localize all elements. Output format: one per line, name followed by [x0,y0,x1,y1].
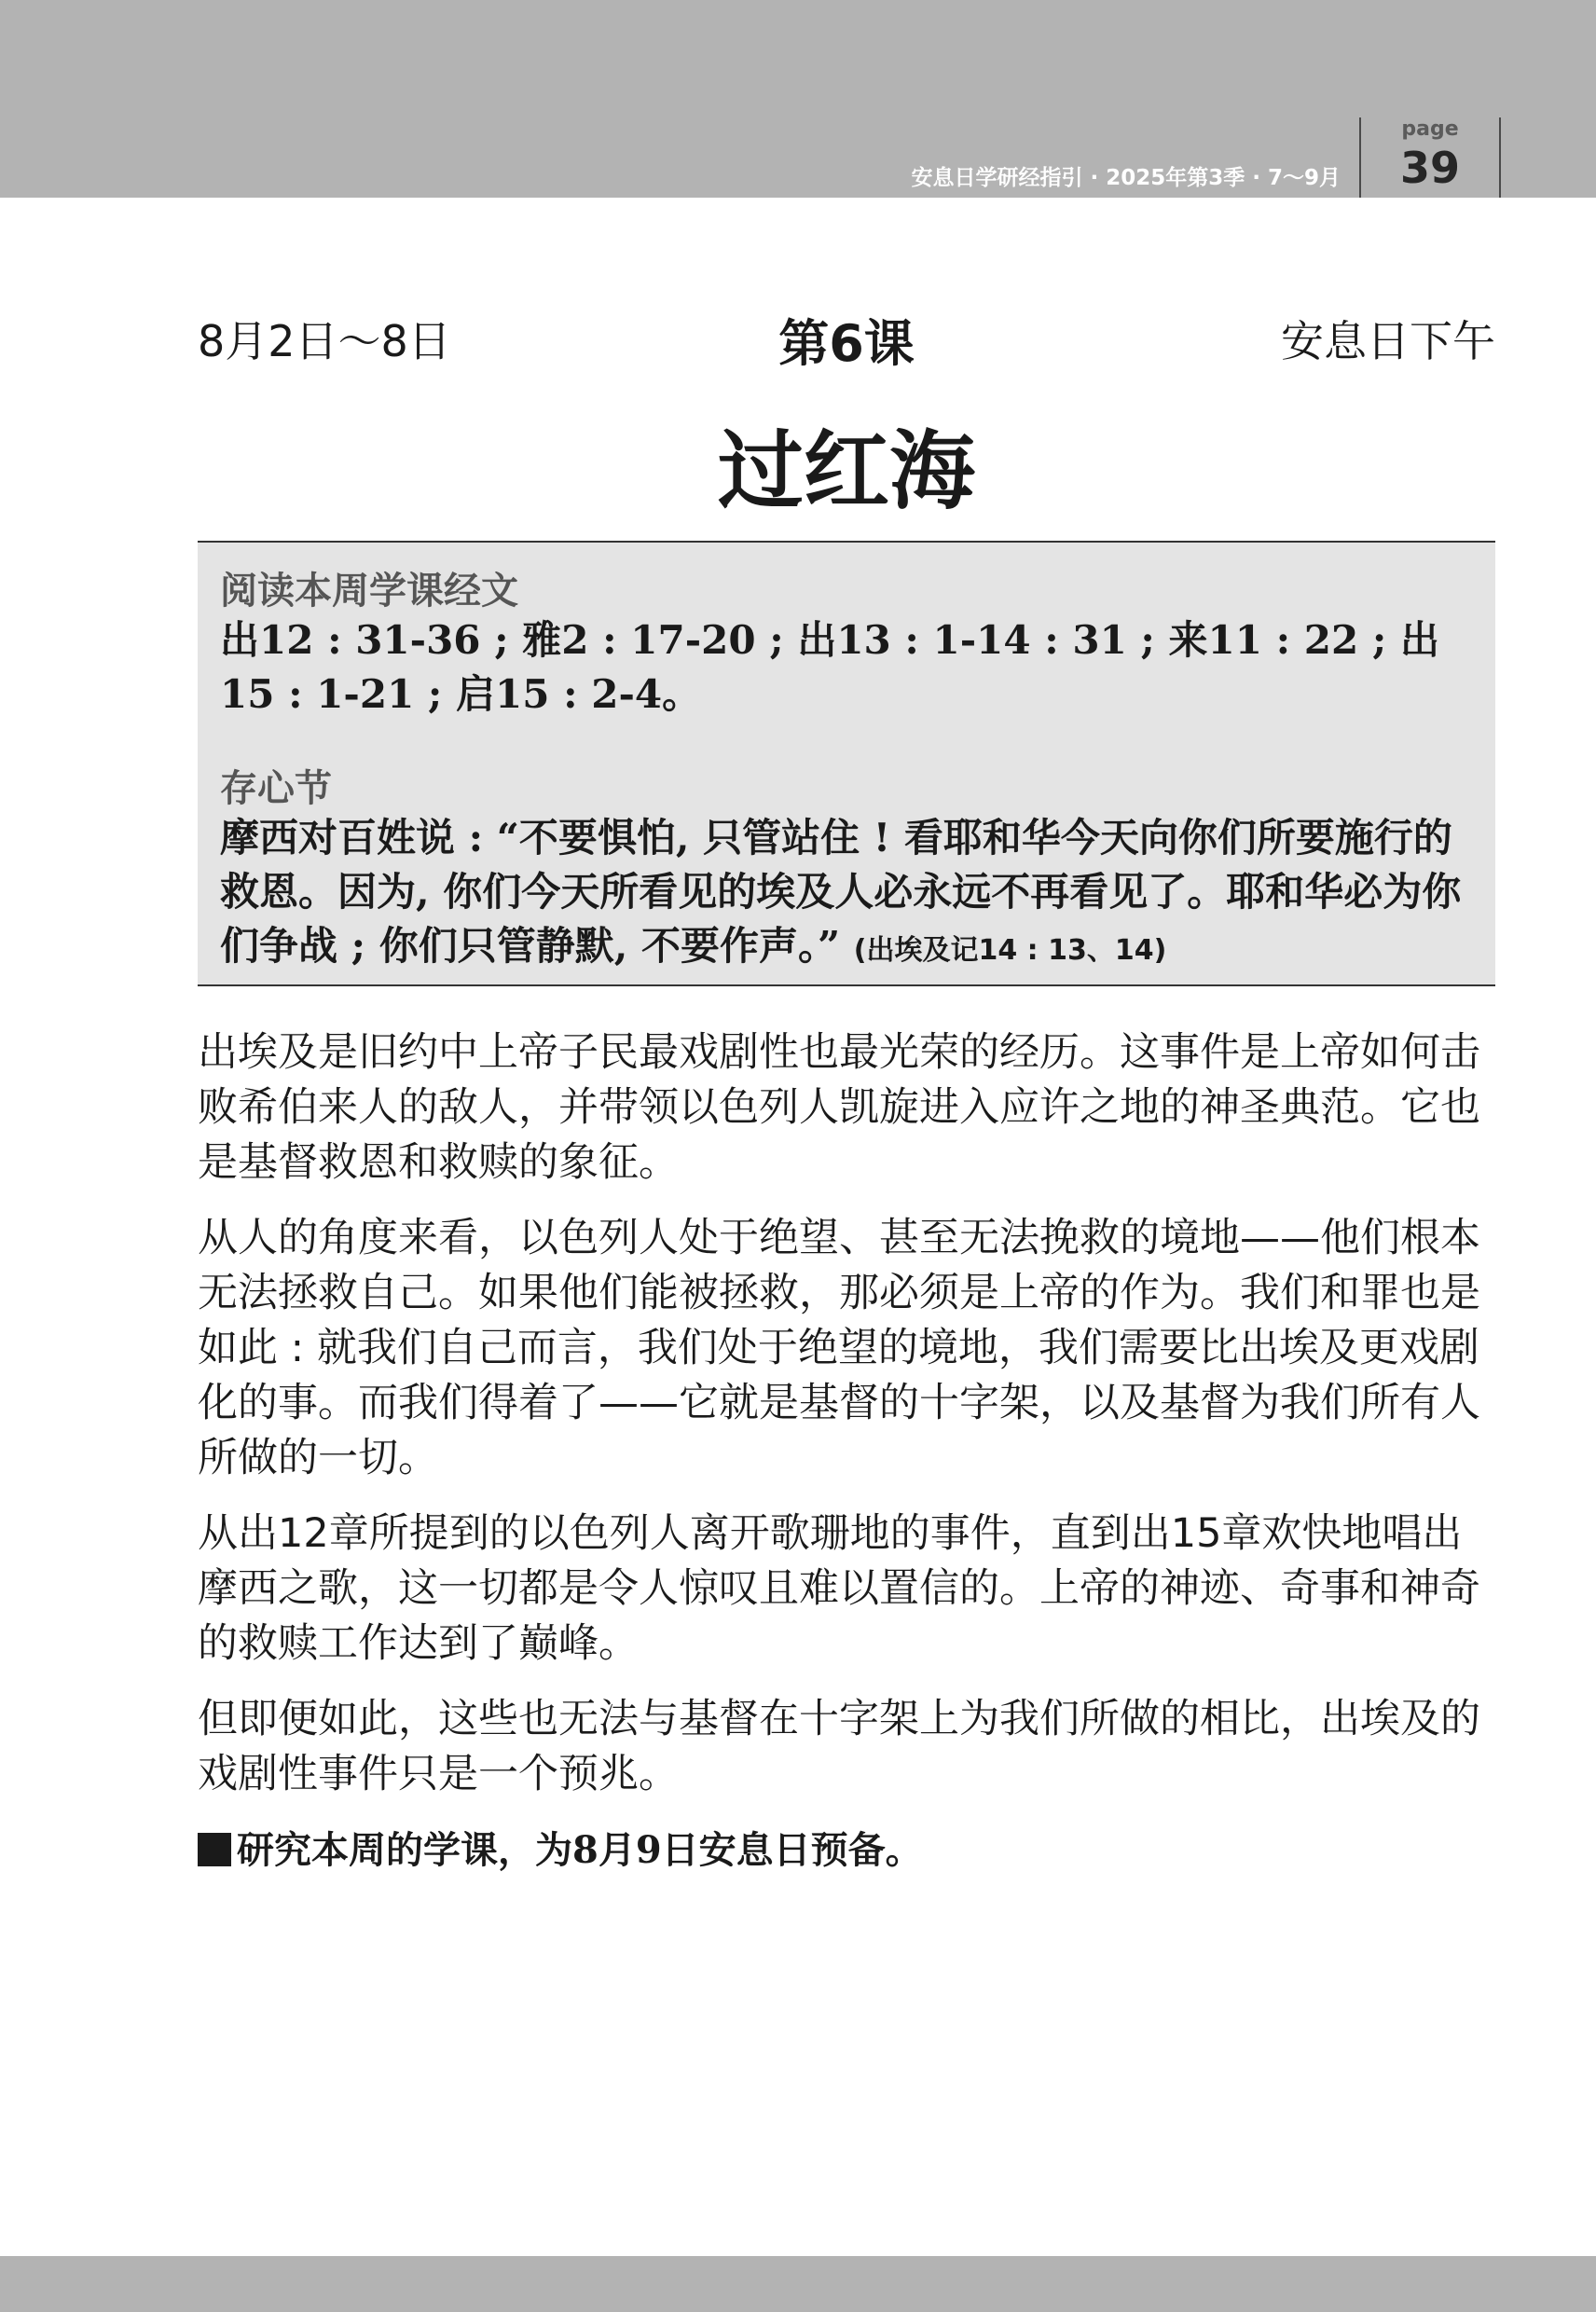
study-note [198,1823,1495,1878]
memory-reference: (出埃及记14 : 13、14) [853,934,1167,967]
paragraph: 从出12章所提到的以色列人离开歌珊地的事件，直到出15章欢快地唱出摩西之歌，这一切都是令人惊叹且难以置信的。上帝的神迹、奇事和神奇的救赎工作达到了巅峰。 [198,1510,1480,1667]
page-number: 39 [1399,143,1460,193]
reading-box [198,541,1495,986]
header-bar [0,0,1596,198]
page-number-box [1359,117,1501,198]
page-word: page [1401,117,1459,141]
reading-text: 出12 : 31-36 ; 雅2 : 17-20 ; 出13 : 1-14 : 31 ; 来11 : 22 ; 出15 : 1-21 ; 启15 : 2-4。 [220,617,1439,717]
footer-bar [0,2256,1596,2312]
header-meta: 安息日学研经指引 · 2025年第3季 · 7～9月 [911,166,1341,190]
black-square-icon [198,1833,231,1866]
day-label: 安息日下午 [1281,316,1495,366]
memory-verse [220,811,1473,978]
paragraph: 从人的角度来看，以色列人处于绝望、甚至无法挽救的境地——他们根本无法拯救自己。如果他们能被拯救，那必须是上帝的作为。我们和罪也是如此 : 就我们自己而言，我们处于绝望的境地，我们需要比出埃及更戏剧化的事。而我们得着了——它就是基督的十字架，以及基督为我们所有人所做的一切。 [198,1215,1480,1481]
lesson-number: 第6课 [778,314,915,373]
study-note-text: 研究本周的学课，为8月9日安息日预备。 [237,1828,923,1872]
body-text [198,1025,1495,1878]
paragraph: 但即便如此，这些也无法与基督在十字架上为我们所做的相比，出埃及的戏剧性事件只是一个预兆。 [198,1696,1480,1797]
paragraph: 出埃及是旧约中上帝子民最戏剧性也最光荣的经历。这事件是上帝如何击败希伯来人的敌人，并带领以色列人凯旋进入应许之地的神圣典范。它也是基督救恩和救赎的象征。 [198,1029,1480,1186]
memory-label: 存心节 [220,767,332,810]
page-title: 过红海 [717,420,975,521]
lesson-header-row [198,308,1495,373]
date-range: 8月2日～8日 [198,316,451,366]
reading-label: 阅读本周学课经文 [220,570,518,612]
memory-text: 摩西对百姓说 : “不要惧怕, 只管站住 ! 看耶和华今天向你们所要施行的救恩。因为, 你们今天所看见的埃及人必永远不再看见了。耶和华必为你们争战 ; 你们只管静默, 不要作声。” [220,815,1462,969]
